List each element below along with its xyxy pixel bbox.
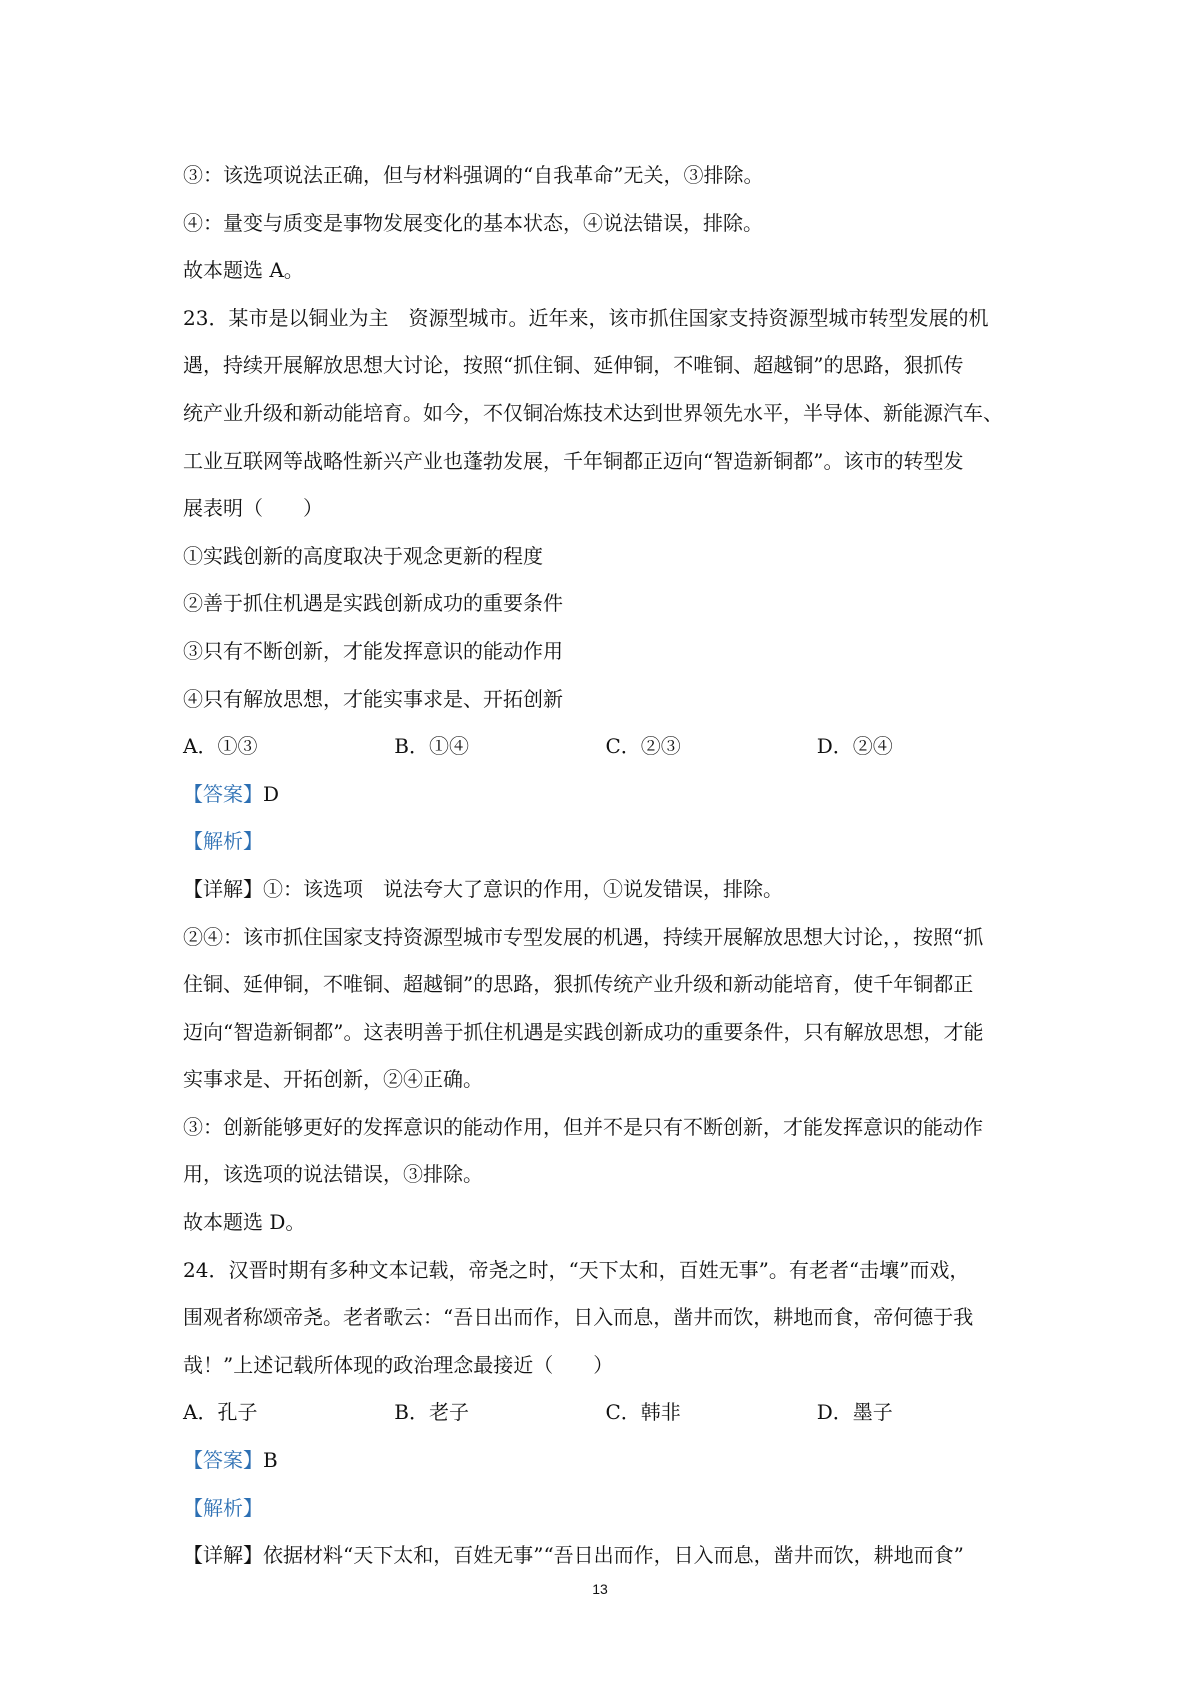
text-line: 围观者称颂帝尧。老者歌云：“吾日出而作，日入而息，凿井而饮，耕地而食，帝何德于我 (183, 1305, 974, 1330)
option-item: D．②④ (816, 734, 893, 759)
text-line: 【详解】依据材料“天下太和，百姓无事”“吾日出而作，日入而息，凿井而饮，耕地而食” (183, 1543, 964, 1568)
section-label (183, 1437, 1028, 1485)
option-item: D．墨子 (816, 1400, 893, 1425)
text-line: 【详解】①：该选项 说法夸大了意识的作用，①说发错误，排除。 (183, 876, 783, 901)
option-item: A．①③ (183, 734, 258, 759)
text-line: ③只有不断创新，才能发挥意识的能动作用 (183, 638, 563, 663)
option-item: B．老子 (394, 1400, 469, 1425)
text-line: ①实践创新的高度取决于观念更新的程度 (183, 543, 543, 568)
text-line: 迈向“智造新铜都”。这表明善于抓住机遇是实践创新成功的重要条件，只有解放思想，才能 (183, 1019, 984, 1044)
text-line: 统产业升级和新动能培育。如今，不仅铜冶炼技术达到世界领先水平，半导体、新能源汽车、 (183, 400, 1003, 425)
text-line: ④：量变与质变是事物发展变化的基本状态，④说法错误，排除。 (183, 210, 763, 235)
section-tag: 【答案】 (183, 1448, 263, 1473)
answer-options (183, 723, 1028, 771)
text-line: 住铜、延伸铜，不唯铜、超越铜”的思路，狠抓传统产业升级和新动能培育，使千年铜都正 (183, 972, 974, 997)
option-item: A．孔子 (183, 1400, 258, 1425)
text-line: ②④：该市抓住国家支持资源型城市专型发展的机遇，持续开展解放思想大讨论，，按照“抓 (183, 924, 984, 949)
text-line: 工业互联网等战略性新兴产业也蓬勃发展，千年铜都正迈向“智造新铜都”。该市的转型发 (183, 448, 964, 473)
text-line: 用，该选项的说法错误，③排除。 (183, 1162, 483, 1187)
document-body (183, 152, 1028, 1580)
option-item: B．①④ (394, 734, 469, 759)
text-line: 实事求是、开拓创新，②④正确。 (183, 1067, 483, 1092)
section-label (183, 771, 1028, 819)
section-tag: 【解析】 (183, 1495, 263, 1520)
section-value: B (263, 1448, 278, 1473)
section-label (183, 1485, 1028, 1533)
text-line: 故本题选 D。 (183, 1210, 306, 1235)
answer-options (183, 1389, 1028, 1437)
section-tag: 【解析】 (183, 829, 263, 854)
section-label (183, 818, 1028, 866)
section-value: D (263, 781, 280, 806)
text-line: 23．某市是以铜业为主 资源型城市。近年来，该市抓住国家支持资源型城市转型发展的机 (183, 305, 989, 330)
page-number: 13 (592, 1581, 608, 1597)
text-line: 展表明（ ） (183, 496, 323, 521)
text-line: ②善于抓住机遇是实践创新成功的重要条件 (183, 591, 563, 616)
option-item: C．②③ (605, 734, 681, 759)
text-line: 遇，持续开展解放思想大讨论，按照“抓住铜、延伸铜，不唯铜、超越铜”的思路，狠抓传 (183, 353, 964, 378)
text-line: 哉！”上述记载所体现的政治理念最接近（ ） (183, 1352, 614, 1377)
text-line: 24．汉晋时期有多种文本记载，帝尧之时，“天下太和，百姓无事”。有老者“击壤”而戏， (183, 1257, 970, 1282)
section-tag: 【答案】 (183, 781, 263, 806)
text-line: ③：该选项说法正确，但与材料强调的“自我革命”无关，③排除。 (183, 163, 764, 187)
option-item: C．韩非 (605, 1400, 681, 1425)
text-line: ③：创新能够更好的发挥意识的能动作用，但并不是只有不断创新，才能发挥意识的能动作 (183, 1114, 983, 1139)
text-line: 故本题选 A。 (183, 258, 304, 283)
text-line: ④只有解放思想，才能实事求是、开拓创新 (183, 686, 563, 711)
